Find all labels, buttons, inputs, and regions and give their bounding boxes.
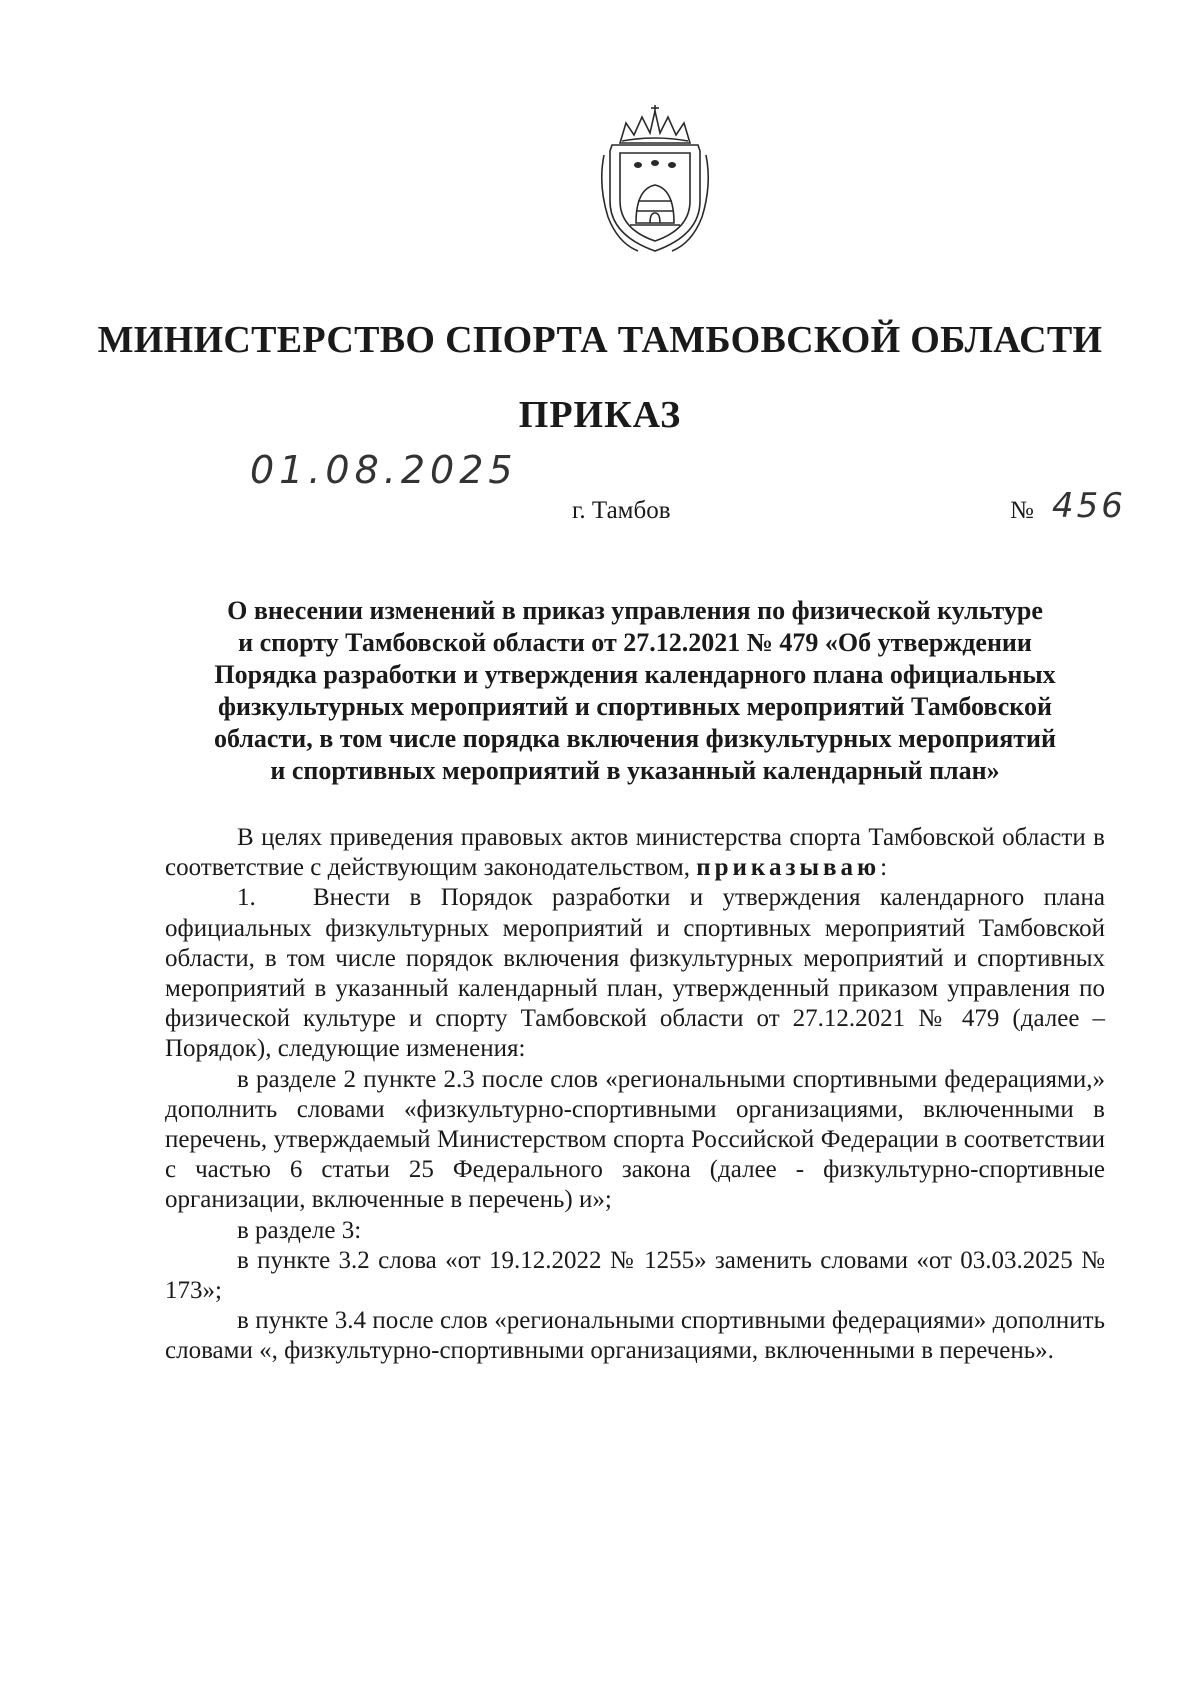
section-3-paragraph: в разделе 3: xyxy=(237,1216,362,1244)
tambov-coat-of-arms-icon xyxy=(590,105,720,255)
title-line: О внесении изменений в приказ управления по физической культуре xyxy=(227,596,1043,625)
title-line: и спорту Тамбовской области от 27.12.2021 № 479 «Об утверждении xyxy=(238,628,1032,657)
document-date: 01.08.2025 xyxy=(250,448,518,492)
change-1-paragraph: в разделе 2 пункте 2.3 после слов «региональными спортивными федерациями,» дополнить словами «физкультурно-спортивными организациями, включенными в перечень, утверждаемый Министерством спорта Российской Федерации в соответствии с частью 6 статьи 25 Федерального закона (далее - физкультурно-спортивные организации, включенные в перечень) и»; xyxy=(165,1065,1105,1214)
intro-text: В целях приведения правовых актов министерства спорта Тамбовской области в соответствие с действующим законодательством, xyxy=(165,824,1105,882)
command-colon: : xyxy=(880,854,888,882)
document-body xyxy=(165,823,1105,1367)
number-sign: № xyxy=(1010,497,1034,524)
document-number: 456 xyxy=(1052,486,1126,526)
change-3-paragraph: в пункте 3.4 после слов «региональными спортивными федерациями» дополнить словами «, физкультурно-спортивными организациями, включенными в перечень». xyxy=(165,1307,1105,1365)
document-type: ПРИКАЗ xyxy=(518,394,682,436)
command-word: приказываю xyxy=(696,854,881,882)
title-line: и спортивных мероприятий в указанный календарный план» xyxy=(270,756,1000,785)
intro-paragraph xyxy=(165,823,1105,883)
item-1-number: 1. xyxy=(237,884,256,912)
item-1-text: Внести в Порядок разработки и утверждения календарного плана официальных физкультурных мероприятий и спортивных мероприятий Тамбовской области, в том числе порядок включения физкультурных мероприятий и спортивных мероприятий в указанный календарный план, утвержденный приказом управления по физической культуре и спорту Тамбовской области от 27.12.2021 № 479 (далее – Порядок), следующие изменения: xyxy=(165,884,1105,1063)
document-title xyxy=(165,595,1105,787)
document-city: г. Тамбов xyxy=(572,497,671,524)
item-1-paragraph xyxy=(165,883,1105,1064)
ministry-name: МИНИСТЕРСТВО СПОРТА ТАМБОВСКОЙ ОБЛАСТИ xyxy=(97,319,1103,361)
title-line: физкультурных мероприятий и спортивных мероприятий Тамбовской xyxy=(218,692,1052,721)
title-line: Порядка разработки и утверждения календарного плана официальных xyxy=(214,660,1056,689)
change-2-paragraph: в пункте 3.2 слова «от 19.12.2022 № 1255» заменить словами «от 03.03.2025 № 173»; xyxy=(165,1246,1105,1305)
title-line: области, в том числе порядка включения физкультурных мероприятий xyxy=(213,724,1057,753)
